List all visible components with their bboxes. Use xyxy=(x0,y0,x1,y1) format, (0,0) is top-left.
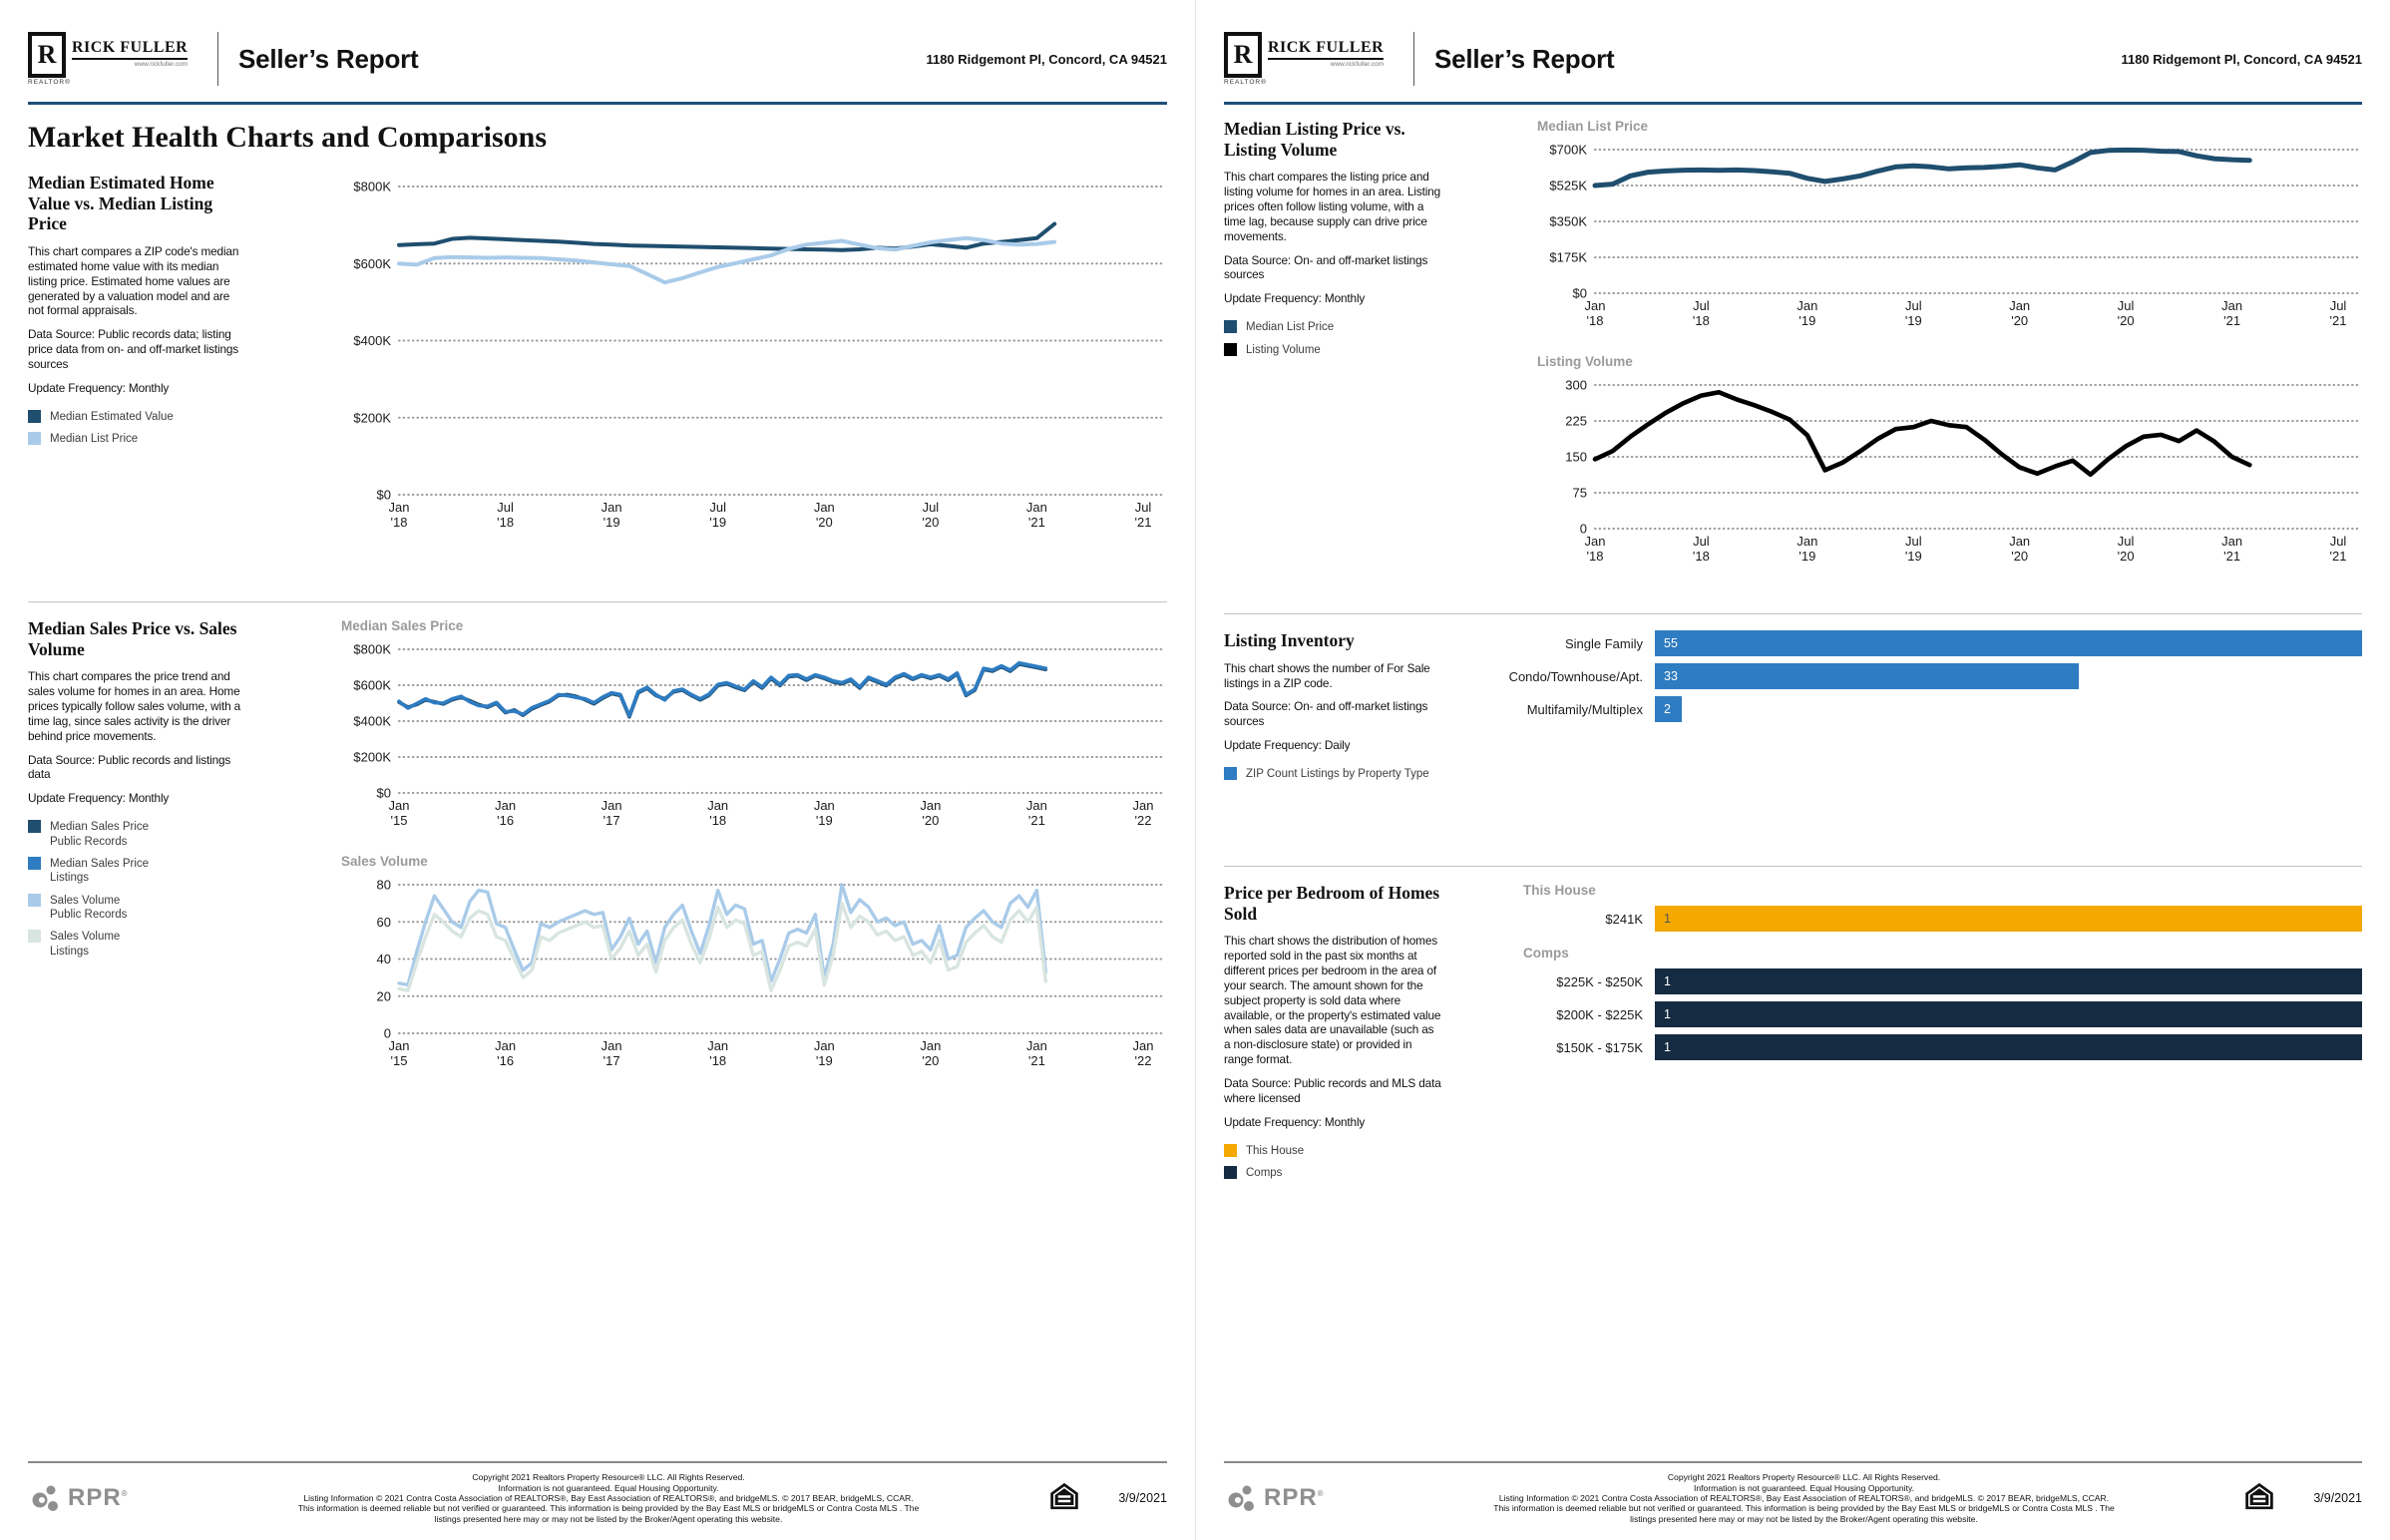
svg-text:Jul: Jul xyxy=(2117,298,2135,313)
bar: 33 xyxy=(1655,663,2079,689)
report-title: Seller’s Report xyxy=(238,43,419,74)
chart-title: Median Sales Price xyxy=(341,618,464,633)
svg-text:'19: '19 xyxy=(1904,549,1922,564)
legend-label: This House xyxy=(1246,1144,1305,1157)
legend-label: Comps xyxy=(1246,1166,1283,1179)
legend-swatch xyxy=(28,410,41,423)
svg-text:'20: '20 xyxy=(2117,313,2135,328)
svg-text:'20: '20 xyxy=(922,515,940,530)
svg-text:'19: '19 xyxy=(1798,313,1816,328)
property-address: 1180 Ridgemont Pl, Concord, CA 94521 xyxy=(2121,51,2362,67)
chart-title: Median List Price xyxy=(1537,119,1649,134)
section-description: This chart compares the price trend and sales volume for homes in an area. Home prices typically follow sales volume, with a time lag, since sales activity is the driver behind price movements. xyxy=(28,669,241,743)
legend-item xyxy=(1224,320,1441,334)
bar-row xyxy=(1465,1034,2362,1060)
listing-inventory-bar-chart xyxy=(1465,630,2362,722)
svg-text:'16: '16 xyxy=(497,1053,515,1068)
bar: 1 xyxy=(1655,968,2362,994)
svg-text:$350K: $350K xyxy=(1549,213,1587,229)
brand-url: www.rickfuller.com xyxy=(1330,61,1385,68)
svg-text:'19: '19 xyxy=(1904,313,1922,328)
legend-swatch xyxy=(1224,343,1237,356)
svg-text:Jul: Jul xyxy=(2117,534,2135,549)
brand-letter-mark: R xyxy=(28,32,66,78)
update-frequency: Update Frequency: Monthly xyxy=(1224,291,1366,306)
svg-text:'19: '19 xyxy=(1798,549,1816,564)
svg-text:Jul: Jul xyxy=(1904,298,1922,313)
rpr-logo-text: RPR® xyxy=(1264,1484,1325,1512)
svg-text:Jan: Jan xyxy=(2221,534,2243,549)
svg-text:Jan: Jan xyxy=(495,798,517,813)
bar: 1 xyxy=(1655,1034,2362,1060)
copyright-text: Copyright 2021 Realtors Property Resource® LLC. All Rights Reserved. Information is not guaranteed. Equal Housing Opportunity. Listing Information © 2021 Contra Costa Association of REALTORS®, Bay East Association of REALTORS®, and bridgeMLS. © 2017 BEAR, bridgeMLS, CCAR. This information is deemed reliable but not verified or guaranteed. This information is being provided by the Bay East MLS or bridgeMLS or Contra Costa MLS . The listings presented here may or may not be listed by the Broker/Agent operating this website. xyxy=(1493,1472,2115,1524)
legend-item xyxy=(28,410,245,424)
svg-text:Jan: Jan xyxy=(600,500,622,515)
svg-text:Jan: Jan xyxy=(495,1038,517,1053)
bar: 1 xyxy=(1655,1001,2362,1027)
svg-text:'18: '18 xyxy=(1586,549,1604,564)
svg-text:Jul: Jul xyxy=(709,500,727,515)
bar: 2 xyxy=(1655,696,1682,722)
legend-item xyxy=(1224,1144,1441,1158)
svg-text:Jan: Jan xyxy=(1584,534,1606,549)
legend-label: Listing Volume xyxy=(1246,343,1321,356)
legend-swatch xyxy=(1224,767,1237,780)
update-frequency: Update Frequency: Daily xyxy=(1224,738,1351,753)
section-description: This chart shows the distribution of homes reported sold in the past six months at different prices per bedroom in the area of your search. The amount shown for the subject property is sold data where available, or the property's estimated value when sales data are unavailable (such as a non-disclosure state) or provided in range format. xyxy=(1224,934,1441,1067)
svg-text:$0: $0 xyxy=(376,785,391,801)
svg-text:$200K: $200K xyxy=(353,410,391,426)
svg-text:'18: '18 xyxy=(1692,549,1710,564)
update-frequency: Update Frequency: Monthly xyxy=(28,380,170,395)
update-frequency: Update Frequency: Monthly xyxy=(1224,1114,1366,1129)
svg-text:Jul: Jul xyxy=(1693,534,1710,549)
update-frequency: Update Frequency: Monthly xyxy=(28,791,170,806)
legend-swatch xyxy=(28,930,41,943)
svg-text:Jan: Jan xyxy=(1132,1038,1154,1053)
rpr-logo xyxy=(28,1480,178,1516)
svg-text:'15: '15 xyxy=(390,813,408,828)
section-sales-price-vs-volume xyxy=(28,618,1167,1080)
rick-fuller-logo xyxy=(28,32,207,86)
data-source: Data Source: On- and off-market listings sources xyxy=(1224,699,1428,729)
svg-text:'20: '20 xyxy=(2011,313,2029,328)
svg-text:'18: '18 xyxy=(497,515,515,530)
legend-label: Median List Price xyxy=(50,433,139,446)
svg-text:80: 80 xyxy=(376,877,391,893)
report-title: Seller’s Report xyxy=(1434,43,1615,74)
svg-text:40: 40 xyxy=(376,952,391,966)
report-date: 3/9/2021 xyxy=(2313,1491,2362,1506)
legend-label: Median Sales Price Listings xyxy=(50,857,150,885)
brand-name: RICK FULLER xyxy=(72,39,188,60)
svg-text:150: 150 xyxy=(1565,449,1587,465)
sales-volume-chart xyxy=(269,871,1167,1080)
svg-text:Jan: Jan xyxy=(920,1038,942,1053)
svg-text:'20: '20 xyxy=(815,515,833,530)
section-divider xyxy=(28,601,1167,602)
page-header xyxy=(1224,20,2362,98)
svg-text:Jul: Jul xyxy=(1134,500,1152,515)
chart-legend xyxy=(1224,767,1441,781)
svg-text:'19: '19 xyxy=(815,813,833,828)
legend-item xyxy=(1224,343,1441,357)
bar-label: $150K - $175K xyxy=(1556,1039,1643,1055)
svg-text:'21: '21 xyxy=(2329,313,2347,328)
legend-label: ZIP Count Listings by Property Type xyxy=(1246,767,1429,780)
header-divider xyxy=(1413,32,1414,86)
legend-swatch xyxy=(1224,1166,1237,1179)
svg-text:'18: '18 xyxy=(390,515,408,530)
brand-letter-mark: R xyxy=(1224,32,1262,78)
svg-text:Jan: Jan xyxy=(1796,534,1818,549)
chart-legend xyxy=(28,820,245,959)
svg-text:Jan: Jan xyxy=(600,798,622,813)
svg-text:$0: $0 xyxy=(376,487,391,503)
data-source: Data Source: Public records and MLS data where licensed xyxy=(1224,1076,1441,1105)
bar-row xyxy=(1465,906,2362,932)
svg-text:60: 60 xyxy=(376,914,391,930)
realtor-label: REALTOR® xyxy=(28,79,71,86)
rick-fuller-logo xyxy=(1224,32,1403,86)
section-heading: Median Listing Price vs. Listing Volume xyxy=(1224,119,1405,160)
svg-text:'20: '20 xyxy=(2011,549,2029,564)
equal-housing-icon xyxy=(1049,1481,1079,1516)
bar-label: $225K - $250K xyxy=(1556,973,1643,989)
legend-item xyxy=(28,930,245,959)
section-divider xyxy=(1224,866,2362,867)
section-heading: Price per Bedroom of Homes Sold xyxy=(1224,883,1440,924)
header-rule xyxy=(28,102,1167,105)
svg-text:Jan: Jan xyxy=(1025,500,1047,515)
property-address: 1180 Ridgemont Pl, Concord, CA 94521 xyxy=(926,51,1167,67)
chart-legend xyxy=(1224,1144,1441,1181)
svg-text:Jan: Jan xyxy=(2009,298,2031,313)
legend-item xyxy=(28,857,245,886)
section-divider xyxy=(1224,613,2362,614)
svg-text:$175K: $175K xyxy=(1549,249,1587,265)
equal-housing-icon xyxy=(2244,1481,2274,1516)
svg-text:Jul: Jul xyxy=(922,500,940,515)
chart-legend xyxy=(1224,320,1441,357)
svg-text:Jul: Jul xyxy=(1693,298,1710,313)
rpr-logo-mark xyxy=(28,1480,64,1516)
bar-label: Condo/Townhouse/Apt. xyxy=(1508,668,1643,684)
svg-text:Jan: Jan xyxy=(388,798,410,813)
svg-text:Jan: Jan xyxy=(920,798,942,813)
svg-text:Jan: Jan xyxy=(388,500,410,515)
svg-text:'17: '17 xyxy=(602,813,620,828)
svg-text:'22: '22 xyxy=(1134,1053,1152,1068)
legend-item xyxy=(28,432,245,446)
bar-label: Multifamily/Multiplex xyxy=(1526,701,1643,717)
bar-row xyxy=(1465,1001,2362,1027)
svg-text:$0: $0 xyxy=(1572,285,1587,301)
section-description: This chart compares the listing price and listing volume for homes in an area. Listing prices often follow listing volume, with a time lag, because supply can drive price movements. xyxy=(1224,170,1440,243)
svg-text:$400K: $400K xyxy=(353,333,391,348)
svg-text:Jan: Jan xyxy=(813,798,835,813)
legend-label: Sales Volume Listings xyxy=(50,931,121,958)
bar-label: $200K - $225K xyxy=(1556,1006,1643,1022)
bar-label: Single Family xyxy=(1564,635,1643,651)
svg-text:'19: '19 xyxy=(602,515,620,530)
svg-text:Jan: Jan xyxy=(1796,298,1818,313)
svg-text:Jan: Jan xyxy=(707,1038,729,1053)
report-date: 3/9/2021 xyxy=(1118,1491,1167,1506)
data-source: Data Source: Public records and listings data xyxy=(28,752,231,782)
svg-text:'16: '16 xyxy=(497,813,515,828)
price-per-bedroom-bar-chart xyxy=(1465,883,2362,1060)
bar-group-label: Comps xyxy=(1523,946,1569,961)
svg-text:'22: '22 xyxy=(1134,813,1152,828)
bar-group-label: This House xyxy=(1523,883,1596,898)
svg-text:$200K: $200K xyxy=(353,749,391,765)
svg-text:'21: '21 xyxy=(1027,813,1045,828)
svg-text:'21: '21 xyxy=(1027,515,1045,530)
page-header xyxy=(28,20,1167,98)
svg-text:$525K: $525K xyxy=(1549,178,1587,193)
listing-volume-chart xyxy=(1465,371,2362,576)
rpr-logo-text: RPR® xyxy=(68,1484,129,1512)
data-source: Data Source: Public records data; listing price data from on- and off-market listings sources xyxy=(28,327,239,371)
svg-text:'20: '20 xyxy=(922,813,940,828)
svg-text:'21: '21 xyxy=(1027,1053,1045,1068)
section-listing-inventory xyxy=(1224,630,2362,848)
rpr-logo xyxy=(1224,1480,1374,1516)
legend-label: Median Sales Price Public Records xyxy=(50,821,150,848)
section-price-per-bedroom xyxy=(1224,883,2362,1188)
svg-text:$600K: $600K xyxy=(353,677,391,693)
bar-row xyxy=(1465,630,2362,656)
legend-swatch xyxy=(28,820,41,833)
legend-item xyxy=(1224,767,1441,781)
chart-title: Sales Volume xyxy=(341,854,428,869)
legend-label: Sales Volume Public Records xyxy=(50,894,128,922)
svg-text:0: 0 xyxy=(383,1025,391,1041)
svg-text:Jan: Jan xyxy=(2009,534,2031,549)
svg-text:'18: '18 xyxy=(1692,313,1710,328)
page-footer xyxy=(28,1461,1167,1524)
realtor-label: REALTOR® xyxy=(1224,79,1267,86)
svg-text:'18: '18 xyxy=(1586,313,1604,328)
svg-text:Jan: Jan xyxy=(2221,298,2243,313)
svg-text:$800K: $800K xyxy=(353,179,391,194)
svg-text:'15: '15 xyxy=(390,1053,408,1068)
legend-swatch xyxy=(28,894,41,907)
svg-text:Jan: Jan xyxy=(600,1038,622,1053)
legend-swatch xyxy=(1224,1144,1237,1157)
svg-text:Jan: Jan xyxy=(1584,298,1606,313)
rpr-logo-mark xyxy=(1224,1480,1260,1516)
legend-swatch xyxy=(28,432,41,445)
svg-text:Jan: Jan xyxy=(813,500,835,515)
svg-text:Jan: Jan xyxy=(1132,798,1154,813)
legend-swatch xyxy=(1224,320,1237,333)
legend-item xyxy=(1224,1166,1441,1180)
svg-text:'21: '21 xyxy=(2329,549,2347,564)
section-description: This chart shows the number of For Sale listings in a ZIP code. xyxy=(1224,660,1430,690)
svg-text:0: 0 xyxy=(1579,521,1587,537)
legend-label: Median List Price xyxy=(1246,321,1335,334)
bar-row xyxy=(1465,696,2362,722)
svg-text:20: 20 xyxy=(376,988,391,1004)
svg-text:'20: '20 xyxy=(2117,549,2135,564)
svg-text:'18: '18 xyxy=(709,1053,727,1068)
section-heading: Median Sales Price vs. Sales Volume xyxy=(28,618,237,659)
section-description: This chart compares a ZIP code's median estimated home value with its median listing price. Estimated home values are generated by a valuation model and are not formal appraisals. xyxy=(28,243,239,318)
svg-text:$800K: $800K xyxy=(353,641,391,657)
section-heading: Listing Inventory xyxy=(1224,630,1355,650)
data-source: Data Source: On- and off-market listings sources xyxy=(1224,252,1428,282)
bar: 55 xyxy=(1655,630,2362,656)
svg-text:$700K: $700K xyxy=(1549,142,1587,158)
svg-text:'21: '21 xyxy=(2223,549,2241,564)
svg-text:'18: '18 xyxy=(709,813,727,828)
svg-text:Jul: Jul xyxy=(2329,534,2347,549)
median-estimated-vs-list-price-chart xyxy=(269,173,1167,542)
bar: 1 xyxy=(1655,906,2362,932)
header-divider xyxy=(217,32,218,86)
median-list-price-chart xyxy=(1465,136,2362,340)
section-estimated-vs-listing xyxy=(28,173,1167,583)
svg-text:$600K: $600K xyxy=(353,255,391,271)
svg-text:300: 300 xyxy=(1565,377,1587,393)
svg-text:'19: '19 xyxy=(815,1053,833,1068)
svg-text:Jan: Jan xyxy=(1025,1038,1047,1053)
legend-item xyxy=(28,894,245,923)
svg-text:Jan: Jan xyxy=(813,1038,835,1053)
svg-text:Jan: Jan xyxy=(388,1038,410,1053)
chart-legend xyxy=(28,410,245,447)
svg-text:Jan: Jan xyxy=(707,798,729,813)
bar-row xyxy=(1465,663,2362,689)
brand-url: www.rickfuller.com xyxy=(134,61,189,68)
section-listing-price-vs-volume xyxy=(1224,119,2362,595)
svg-text:Jan: Jan xyxy=(1025,798,1047,813)
brand-name: RICK FULLER xyxy=(1268,39,1384,60)
svg-text:Jul: Jul xyxy=(1904,534,1922,549)
page-right xyxy=(1195,0,2390,1540)
copyright-text: Copyright 2021 Realtors Property Resource® LLC. All Rights Reserved. Information is not guaranteed. Equal Housing Opportunity. Listing Information © 2021 Contra Costa Association of REALTORS®, Bay East Association of REALTORS®, and bridgeMLS. © 2017 BEAR, bridgeMLS, CCAR. This information is deemed reliable but not verified or guaranteed. This information is being provided by the Bay East MLS or bridgeMLS or Contra Costa MLS . The listings presented here may or may not be listed by the Broker/Agent operating this website. xyxy=(297,1472,920,1524)
svg-text:Jul: Jul xyxy=(2329,298,2347,313)
bar-row xyxy=(1465,968,2362,994)
page-title: Market Health Charts and Comparisons xyxy=(28,121,548,154)
svg-text:Jul: Jul xyxy=(497,500,514,515)
svg-text:'21: '21 xyxy=(1134,515,1152,530)
svg-text:'17: '17 xyxy=(602,1053,620,1068)
legend-item xyxy=(28,820,245,849)
section-heading: Median Estimated Home Value vs. Median Listing Price xyxy=(28,173,214,234)
svg-text:'21: '21 xyxy=(2223,313,2241,328)
svg-text:'20: '20 xyxy=(922,1053,940,1068)
svg-text:$400K: $400K xyxy=(353,713,391,729)
svg-text:75: 75 xyxy=(1572,485,1587,501)
page-footer xyxy=(1224,1461,2362,1524)
legend-swatch xyxy=(28,857,41,870)
svg-text:'19: '19 xyxy=(709,515,727,530)
chart-title: Listing Volume xyxy=(1537,354,1633,369)
svg-text:225: 225 xyxy=(1565,413,1587,429)
bar-label: $241K xyxy=(1605,911,1643,927)
median-sales-price-chart xyxy=(269,635,1167,840)
legend-label: Median Estimated Value xyxy=(50,410,174,423)
